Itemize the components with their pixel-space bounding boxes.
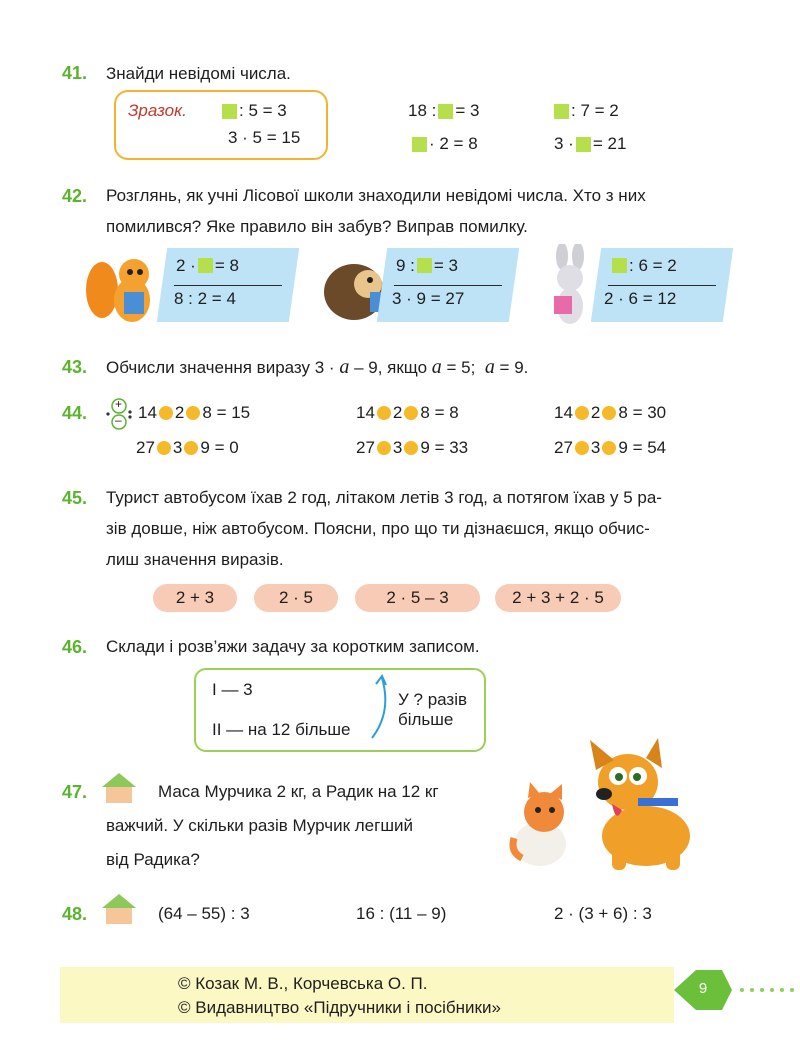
plus-minus-icon: + –: [103, 398, 135, 430]
task-46-number: 46.: [62, 637, 88, 657]
eq-44-1-2: 14 2 8 = 8: [356, 403, 459, 422]
expression-pill: 2 + 3 + 2 · 5: [495, 584, 621, 612]
sign-dot-icon: [377, 441, 391, 455]
card1-bottom: 8 : 2 = 4: [174, 289, 236, 308]
note-side1: У ? разів: [398, 690, 468, 709]
task-42-number: 42.: [62, 186, 88, 206]
sign-dot-icon: [602, 441, 616, 455]
card2-bottom: 3 · 9 = 27: [392, 289, 465, 308]
eq-41-4: 3 · = 21: [554, 134, 627, 153]
home-task-icon: [100, 892, 138, 926]
eq-44-1-3: 14 2 8 = 30: [554, 403, 667, 422]
task-47-line1: Маса Мурчика 2 кг, а Радик на 12 кг: [158, 782, 439, 801]
unknown-square-icon: [554, 104, 569, 119]
task-47-number: 47.: [62, 782, 88, 802]
task-41-number: 41.: [62, 63, 88, 83]
card1-top: 2 · = 8: [176, 256, 239, 275]
sign-dot-icon: [186, 406, 200, 420]
squirrel-icon: [80, 250, 160, 330]
sign-dot-icon: [157, 441, 171, 455]
unknown-square-icon: [438, 104, 453, 119]
eq-44-2-2: 27 3 9 = 33: [356, 438, 469, 457]
sign-dot-icon: [404, 406, 418, 420]
page-number: 9: [698, 980, 708, 997]
task-45-number: 45.: [62, 488, 88, 508]
task-41-text: Знайди невідомі числа.: [106, 64, 291, 83]
eq-44-2-1: 27 3 9 = 0: [136, 438, 239, 457]
curved-arrow-icon: [366, 672, 394, 744]
expression-pill: 2 · 5 – 3: [355, 584, 480, 612]
eq-44-2-3: 27 3 9 = 54: [554, 438, 667, 457]
task-47-line2: важчий. У скільки разів Мурчик легший: [106, 816, 413, 835]
task-42-line2: помилився? Яке правило він забув? Виправ помилку.: [106, 217, 528, 236]
unknown-square-icon: [576, 137, 591, 152]
sign-dot-icon: [184, 441, 198, 455]
task-48-ex1: (64 – 55) : 3: [158, 904, 250, 923]
note-row2: ІІ — на 12 більше: [212, 720, 351, 739]
footer-authors: © Козак М. В., Корчевська О. П.: [178, 974, 428, 993]
eq-41-3: · 2 = 8: [410, 134, 478, 154]
sign-dot-icon: [377, 406, 391, 420]
task-42-line1: Розглянь, як учні Лісової школи знаходили невідомі числа. Хто з них: [106, 186, 646, 205]
cat-icon: [500, 782, 590, 872]
sign-dot-icon: [404, 441, 418, 455]
sample-eq2: 3 · 5 = 15: [228, 128, 301, 147]
expression-pill: 2 · 5: [254, 584, 338, 612]
task-45-line1: Турист автобусом їхав 2 год, літаком летів 3 год, а потягом їхав у 5 ра-: [106, 488, 662, 507]
card3-bottom: 2 · 6 = 12: [604, 289, 677, 308]
note-row1: І — 3: [212, 680, 253, 699]
expression-pill: 2 + 3: [153, 584, 237, 612]
sign-dot-icon: [159, 406, 173, 420]
task-45-line3: лиш значення виразів.: [106, 550, 284, 569]
sample-label: Зразок.: [128, 101, 187, 120]
unknown-square-icon: [417, 258, 432, 273]
task-47-line3: від Радика?: [106, 850, 200, 869]
unknown-square-icon: [198, 258, 213, 273]
eq-44-1-1: 14 2 8 = 15: [138, 403, 251, 422]
task-48-ex3: 2 · (3 + 6) : 3: [554, 904, 652, 923]
task-44-number: 44.: [62, 403, 88, 423]
unknown-square-icon: [222, 104, 237, 119]
task-45-line2: зів довше, ніж автобусом. Поясни, про що ти дізнаєшся, якщо обчис-: [106, 519, 650, 538]
task-46-text: Склади і розв’яжи задачу за коротким записом.: [106, 637, 480, 656]
dog-icon: [582, 736, 710, 872]
unknown-square-icon: [412, 137, 427, 152]
task-48-number: 48.: [62, 904, 88, 924]
sign-dot-icon: [602, 406, 616, 420]
home-task-icon: [100, 771, 138, 805]
unknown-square-icon: [612, 258, 627, 273]
eq-41-2: : 7 = 2: [552, 101, 619, 121]
sign-dot-icon: [575, 441, 589, 455]
sample-eq1: : 5 = 3: [220, 101, 287, 121]
task-48-ex2: 16 : (11 – 9): [356, 904, 447, 923]
sign-dot-icon: [575, 406, 589, 420]
note-side2: більше: [398, 710, 454, 729]
eq-41-1: 18 : = 3: [408, 101, 480, 120]
task-43-text: Обчисли значення виразу 3 · a – 9, якщо a = 5; a = 9.: [106, 356, 529, 378]
card3-top: : 6 = 2: [610, 256, 677, 276]
footer-publisher: © Видавництво «Підручники і посібники»: [178, 998, 501, 1017]
card2-top: 9 : = 3: [396, 256, 459, 275]
task-43-number: 43.: [62, 357, 88, 377]
